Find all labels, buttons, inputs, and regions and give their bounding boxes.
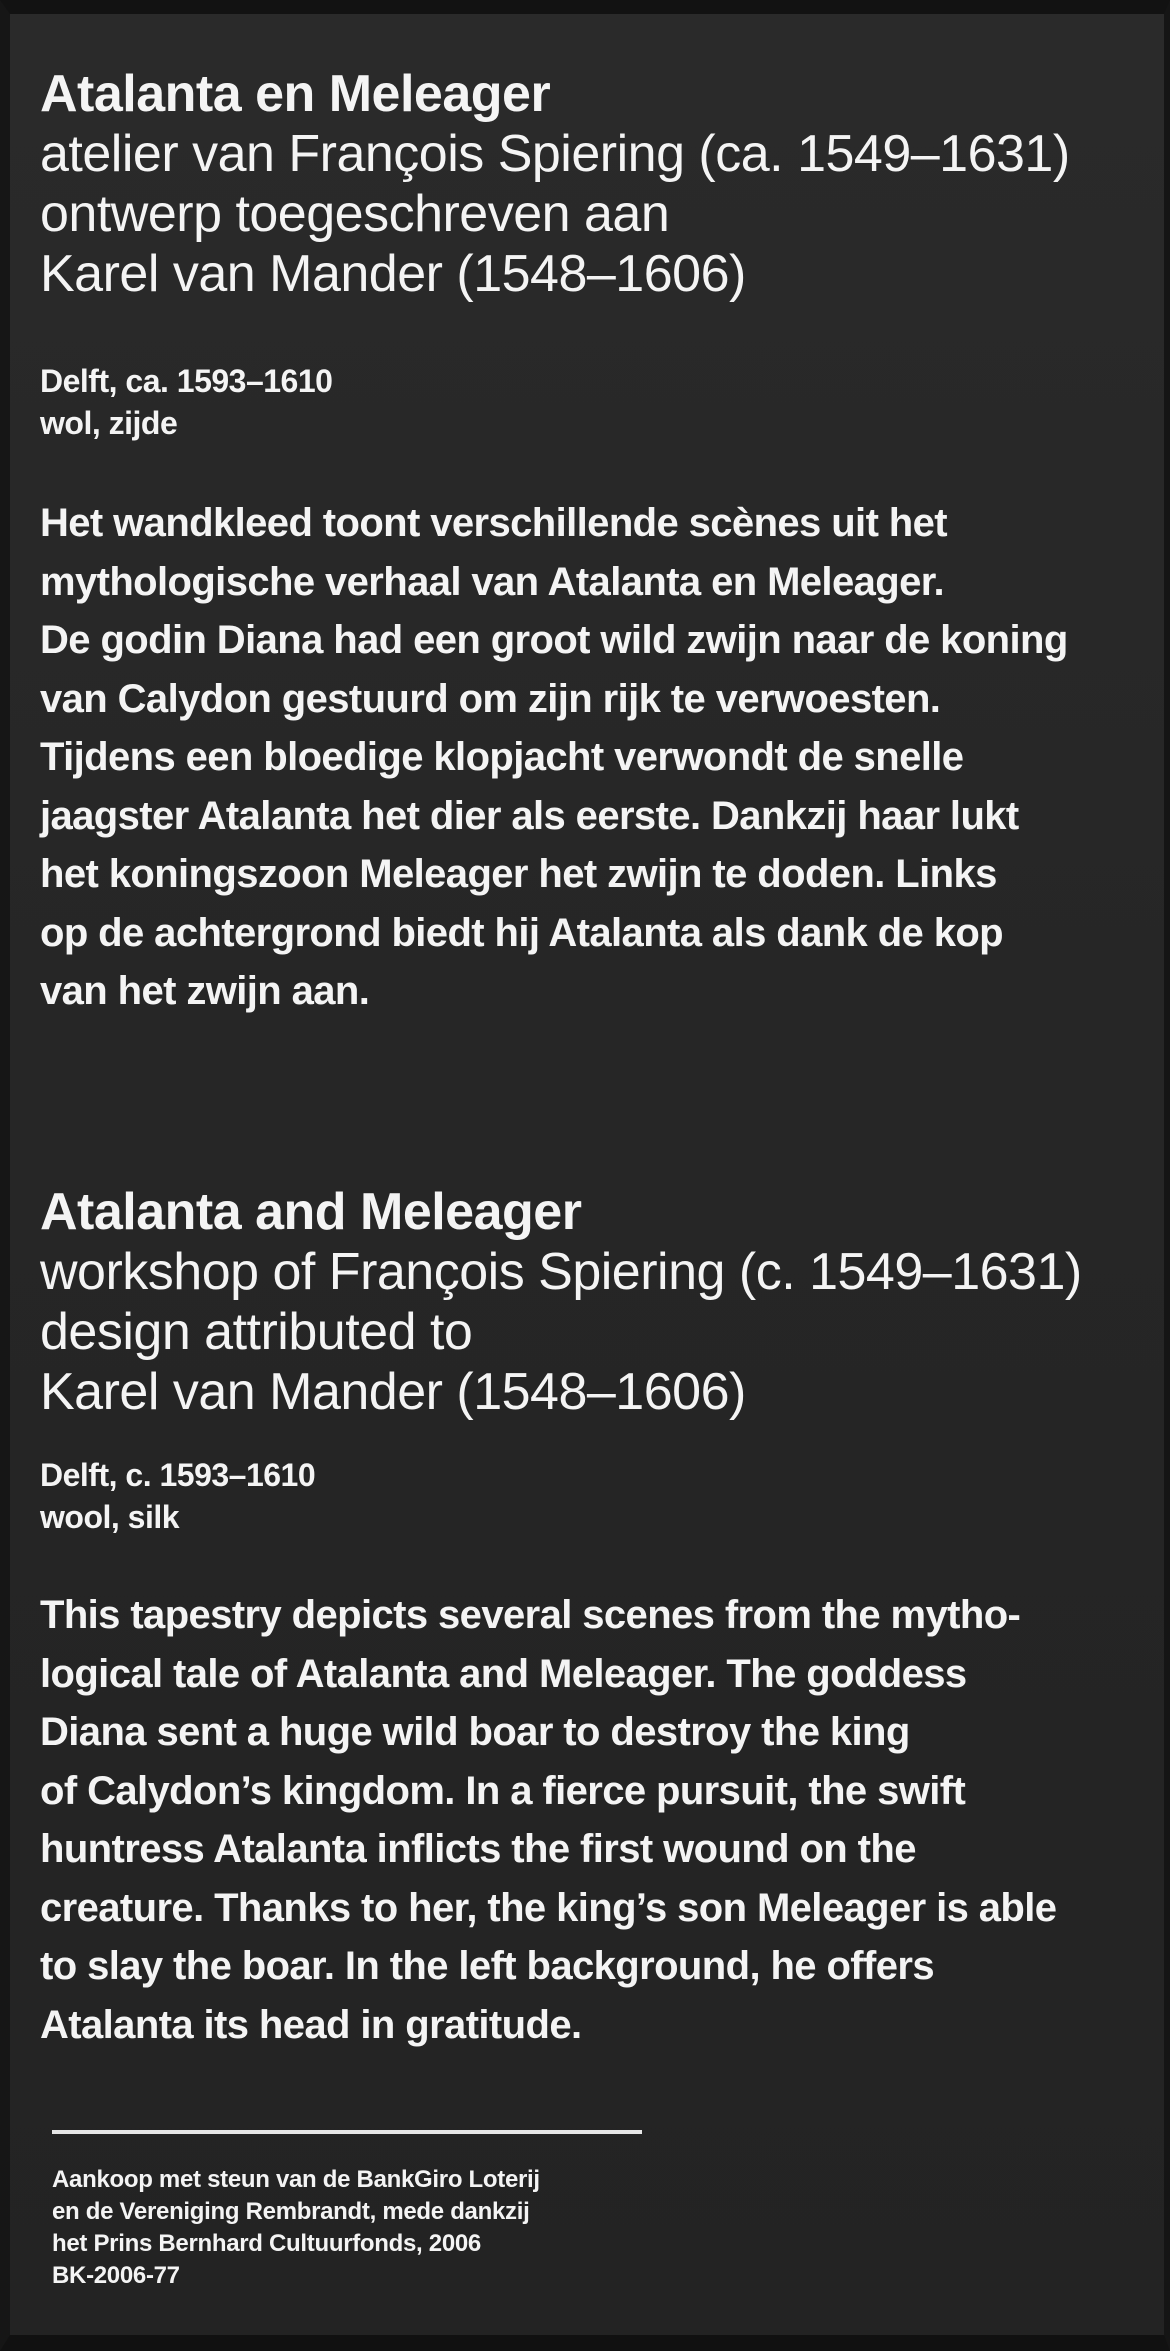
english-design-line: design attributed to (40, 1303, 473, 1361)
english-place-date: Delft, c. 1593–1610 (40, 1457, 316, 1493)
credit-line: Aankoop met steun van de BankGiro Loterij (52, 2166, 540, 2193)
dutch-artwork-title: Atalanta en Meleager (40, 65, 551, 123)
dutch-description-line: Tijdens een bloedige klopjacht verwondt de snelle (40, 735, 964, 779)
english-materials: wool, silk (40, 1499, 180, 1535)
english-description-line: Atalanta its head in gratitude. (40, 2002, 582, 2047)
english-designer-line: Karel van Mander (1548–1606) (40, 1363, 746, 1421)
credit-line: het Prins Bernhard Cultuurfonds, 2006 (52, 2230, 481, 2257)
dutch-description-line: mythologische verhaal van Atalanta en Meleager. (40, 559, 944, 604)
credit-line-block (52, 2164, 752, 2292)
dutch-materials: wol, zijde (40, 405, 178, 441)
dutch-meta-block (40, 360, 1160, 444)
dutch-design-line: ontwerp toegeschreven aan (40, 185, 670, 243)
english-maker-line: workshop of François Spiering (c. 1549–1631) (40, 1243, 1082, 1301)
credit-line: en de Vereniging Rembrandt, mede dankzij (52, 2198, 530, 2225)
english-title-block (40, 1182, 1160, 1422)
dutch-description-line: jaagster Atalanta het dier als eerste. Dankzij haar lukt (40, 793, 1019, 838)
english-description-line: of Calydon’s kingdom. In a fierce pursuit, the swift (40, 1768, 966, 1813)
dutch-description-line: Het wandkleed toont verschillende scènes uit het (40, 501, 948, 545)
dutch-title-block (40, 64, 1160, 304)
english-description-line: Diana sent a huge wild boar to destroy the king (40, 1710, 910, 1754)
object-number: BK-2006-77 (52, 2262, 180, 2289)
dutch-description-line: van Calydon gestuurd om zijn rijk te verwoesten. (40, 676, 941, 721)
english-meta-block (40, 1454, 1160, 1538)
english-description-line: creature. Thanks to her, the king’s son Meleager is able (40, 1885, 1057, 1930)
dutch-designer-line: Karel van Mander (1548–1606) (40, 245, 746, 303)
english-description-line: huntress Atalanta inflicts the first wound on the (40, 1827, 916, 1871)
dutch-description-line: van het zwijn aan. (40, 969, 370, 1013)
dutch-description-line: op de achtergrond biedt hij Atalanta als dank de kop (40, 910, 1004, 955)
dutch-description-line: het koningszoon Meleager het zwijn te doden. Links (40, 852, 997, 896)
english-description-line: This tapestry depicts several scenes from the mytho- (40, 1593, 1021, 1637)
english-description (40, 1586, 1160, 2054)
dutch-description-line: De godin Diana had een groot wild zwijn naar de koning (40, 618, 1068, 662)
english-description-line: logical tale of Atalanta and Meleager. The goddess (40, 1651, 967, 1696)
dutch-maker-line: atelier van François Spiering (ca. 1549–1631) (40, 125, 1070, 183)
dutch-description (40, 494, 1160, 1021)
dutch-place-date: Delft, ca. 1593–1610 (40, 363, 333, 399)
english-artwork-title: Atalanta and Meleager (40, 1183, 582, 1241)
english-description-line: to slay the boar. In the left background, he offers (40, 1944, 934, 1988)
credit-divider (52, 2130, 642, 2134)
